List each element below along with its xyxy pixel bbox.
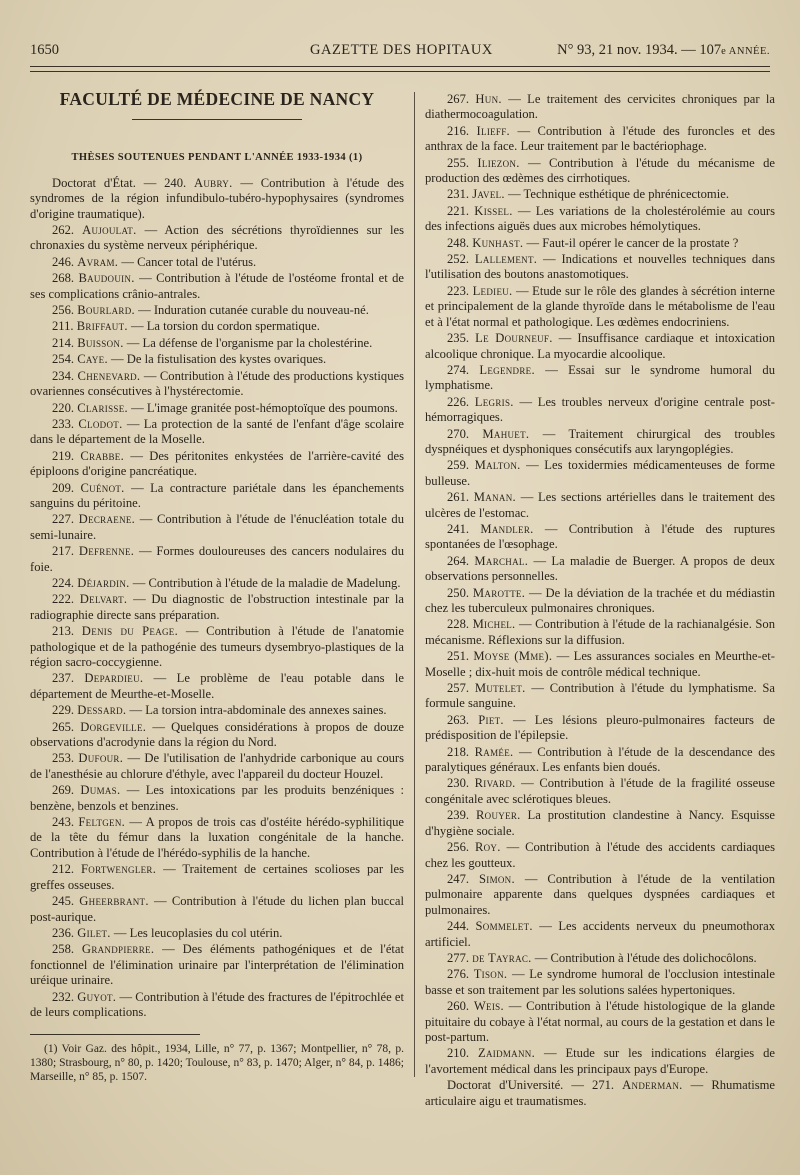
thesis-number: 261. — [447, 490, 474, 505]
thesis-entry — [425, 919, 775, 950]
thesis-entry — [425, 427, 775, 458]
thesis-title: La prostitution clandestine à Nancy. Esquisse d'hygiène sociale. — [425, 808, 776, 838]
thesis-author: Cuénot. — [80, 480, 125, 495]
thesis-entry — [425, 236, 775, 251]
thesis-entry — [30, 223, 404, 254]
thesis-title: — Le traitement des cervicites chroniques par la diathermocoagulation. — [425, 92, 776, 122]
thesis-entry — [30, 303, 404, 318]
thesis-author: Malton. — [474, 458, 521, 473]
thesis-entry — [425, 586, 775, 617]
thesis-title: — La protection de la santé de l'enfant d'âge scolaire dans le département de la Moselle. — [30, 416, 404, 447]
thesis-title: — Des éléments pathogéniques et de l'état fonctionnel de l'élimination urinaire par l'interprétation de l'élimination uréique urinaire. — [30, 942, 404, 988]
thesis-number: 228. — [447, 617, 473, 632]
thesis-title: — Quelques considérations à propos de douze observations d'acrodynie dans la région du Nord. — [30, 719, 404, 750]
thesis-entry — [425, 1046, 775, 1077]
thesis-number: 230. — [447, 776, 475, 791]
thesis-author: Rouyer. — [475, 808, 521, 823]
thesis-number: 253. — [52, 751, 79, 766]
thesis-title: — Contribution à l'étude de l'ostéome frontal et de ses complications crânio-antrales. — [30, 271, 404, 301]
thesis-author: Dumas. — [80, 783, 121, 798]
thesis-title: — Cancer total de l'utérus. — [118, 254, 257, 269]
thesis-title: — Contribution à l'étude de la maladie de Madelung. — [129, 575, 401, 590]
thesis-title: — La torsion du cordon spermatique. — [127, 319, 320, 334]
thesis-author: Bourlard. — [77, 303, 135, 318]
thesis-number: Doctorat d'État. — 240. — [52, 175, 194, 190]
thesis-author: Sommelet. — [475, 919, 533, 934]
running-header — [0, 42, 800, 64]
thesis-author: Marotte. — [472, 585, 526, 600]
thesis-entry — [425, 967, 775, 998]
thesis-title: — La contracture pariétale dans les épanchements sanguins du péritoine. — [30, 480, 404, 510]
thesis-number: 216. — [447, 123, 477, 138]
thesis-entry — [30, 592, 404, 623]
thesis-entry — [425, 522, 775, 553]
thesis-title: — La maladie de Buerger. A propos de deux observations personnelles. — [425, 553, 775, 584]
thesis-author: Buisson. — [77, 335, 124, 350]
thesis-number: 223. — [447, 283, 473, 298]
thesis-title: — Contribution à l'étude de la rachianalgésie. Son mécanisme. Réflexions sur la diffusion. — [425, 617, 775, 647]
thesis-author: Kunhast. — [472, 235, 524, 250]
thesis-title: — Les leucoplasies du col utérin. — [110, 925, 283, 940]
thesis-title: — Contribution à l'étude du lichen plan buccal post-aurique. — [30, 894, 404, 924]
thesis-author: Marchal. — [474, 553, 529, 568]
thesis-number: 258. — [52, 942, 82, 957]
thesis-entry — [425, 204, 775, 235]
thesis-title: — Les troubles nerveux d'origine centrale post-hémorragiques. — [425, 394, 775, 425]
thesis-title: — Contribution à l'étude du mécanisme de production des œdèmes des cirrhotiques. — [425, 155, 776, 186]
thesis-title: — Contribution à l'étude des accidents cardiaques chez les goutteux. — [425, 840, 775, 870]
thesis-author: Avram. — [77, 254, 119, 269]
thesis-number: 276. — [447, 967, 474, 982]
thesis-author: Javel. — [472, 187, 505, 202]
thesis-title: — Contribution à l'étude de l'énucléation totale du semi-lunaire. — [30, 512, 405, 542]
thesis-title: — Contribution à l'étude des dolichocôlons. — [531, 950, 757, 965]
thesis-entry — [30, 255, 404, 270]
thesis-number: 274. — [447, 362, 480, 377]
thesis-number: 246. — [52, 254, 78, 269]
thesis-number: 241. — [447, 521, 481, 536]
thesis-author: Aubry. — [193, 175, 233, 190]
thesis-author: Fortwengler. — [80, 862, 157, 877]
thesis-number: 243. — [52, 815, 79, 830]
thesis-number: 209. — [52, 480, 81, 495]
thesis-title: — Etude sur les indications élargies de l'avortement médical dans les principaux pays d'Europe. — [425, 1046, 775, 1076]
thesis-author: Le Dourneuf. — [475, 331, 553, 346]
thesis-title: — Contribution à l'étude des syndromes de la région infundibulo-tubéro-hypophysaires (syndromes d'origine traumatique). — [30, 175, 405, 221]
issue-info — [557, 42, 770, 59]
thesis-author: Zaidmann. — [477, 1046, 536, 1061]
thesis-entry — [425, 395, 775, 426]
page-number: 1650 — [30, 42, 59, 58]
thesis-number: 237. — [52, 671, 85, 686]
thesis-entry — [30, 369, 404, 400]
thesis-title: — De l'utilisation de l'anhydride carbonique au cours de l'anesthésie au chlorure d'éthyle, avec l'appareil du docteur Houzel. — [30, 751, 405, 781]
thesis-author: Dorgeville. — [80, 719, 147, 734]
thesis-author: Ramée. — [474, 744, 514, 759]
thesis-entry — [30, 271, 404, 302]
thesis-number: 270. — [447, 426, 483, 441]
thesis-title: — De la déviation de la trachée et du médiastin chez les tuberculeux pulmonaires chroniques. — [425, 585, 775, 615]
thesis-title: — Les intoxications par les produits benzéniques : benzène, benzols et benzines. — [30, 783, 404, 813]
thesis-entry — [30, 624, 404, 670]
thesis-title: — Essai sur le syndrome humoral du lymphatisme. — [425, 362, 775, 393]
thesis-number: 218. — [447, 744, 475, 759]
thesis-entry — [425, 124, 775, 155]
thesis-entry — [30, 544, 404, 575]
issue-number: N° 93, 21 nov. 1934. — 107 — [557, 42, 722, 58]
thesis-title: — Formes douloureuses des cancers nodulaires du foie. — [30, 544, 405, 574]
thesis-title: — A propos de trois cas d'ostéite hérédo-syphilitique de la tête du fémur dans la luxation congénitale de la hanche. Contribution à l'étude de l'hérédo-syphilis de la hanche. — [30, 815, 405, 860]
thesis-number: Doctorat d'Université. — 271. — [447, 1078, 623, 1093]
thesis-entry — [30, 176, 404, 222]
thesis-entry — [30, 336, 404, 351]
thesis-author: Mandler. — [480, 521, 534, 536]
thesis-title: — Les toxidermies médicamenteuses de forme bulleuse. — [425, 458, 775, 488]
thesis-number: 236. — [52, 925, 78, 940]
thesis-title: — Contribution à l'étude histologique de la glande pituitaire du cobaye à l'état normal, au cours de la gestation et dans le post-partum. — [425, 999, 775, 1044]
thesis-number: 256. — [52, 303, 78, 318]
thesis-number: 231. — [447, 187, 473, 202]
thesis-number: 232. — [52, 989, 78, 1004]
thesis-number: 212. — [52, 862, 81, 877]
thesis-author: Déjardin. — [77, 575, 130, 590]
thesis-author: Dufour. — [78, 751, 124, 766]
journal-title: GAZETTE DES HOPITAUX — [310, 42, 493, 58]
thesis-author: Grandpierre. — [81, 942, 155, 957]
footnote: (1) Voir Gaz. des hôpit., 1934, Lille, n° 77, p. 1367; Montpellier, n° 78, p. 1380; Strasbourg, n° 80, p. 1420; Toulouse, n° 83, p. 1470; Alger, n° 84, p. 1486; Marseille, n° 85, p. 1507. — [30, 1043, 404, 1083]
thesis-entry — [425, 156, 775, 187]
thesis-number: 267. — [447, 92, 476, 106]
thesis-title: — Action des sécrétions thyroïdiennes sur les chronaxies du système nerveux périphérique. — [30, 223, 405, 253]
thesis-author: Gilet. — [77, 925, 111, 940]
thesis-number: 257. — [447, 681, 475, 696]
thesis-title: — Contribution à l'étude de l'anatomie pathologique et de la pathogénie des tumeurs dysembryo-plastiques de la région sacro-coccygienne. — [30, 624, 405, 669]
thesis-number: 255. — [447, 155, 478, 170]
thesis-entry — [30, 942, 404, 988]
thesis-number: 245. — [52, 894, 80, 909]
thesis-author: Michel. — [472, 617, 516, 632]
thesis-number: 260. — [447, 999, 474, 1014]
thesis-author: Tison. — [473, 967, 508, 982]
thesis-title: — Faut-il opérer le cancer de la prostate ? — [523, 235, 739, 250]
thesis-title: — Traitement chirurgical des troubles dyspnéiques et dysphoniques consécutifs aux laryngoplégies. — [425, 426, 776, 456]
thesis-number: 224. — [52, 575, 78, 590]
left-column — [30, 89, 405, 1084]
thesis-number: 214. — [52, 335, 78, 350]
thesis-entry — [30, 990, 404, 1021]
thesis-author: Rivard. — [474, 776, 516, 791]
issue-suffix: e ANNÉE. — [721, 46, 770, 57]
thesis-entry — [425, 331, 775, 362]
thesis-entry — [425, 713, 775, 744]
column-divider — [414, 92, 415, 1077]
thesis-number: 259. — [447, 458, 475, 473]
thesis-number: 235. — [447, 331, 476, 346]
thesis-author: Legris. — [474, 394, 514, 409]
header-rule-thick — [30, 71, 770, 72]
thesis-author: Legendre. — [479, 362, 535, 377]
thesis-author: Guyot. — [77, 989, 117, 1004]
thesis-entry — [425, 840, 775, 871]
thesis-entry — [425, 1078, 775, 1109]
footnote-rule — [30, 1034, 200, 1035]
thesis-number: 210. — [447, 1046, 478, 1061]
thesis-title: — Contribution à l'étude de la ventilation pulmonaire apparente dans quelques dyspnées cardiaques et pulmonaires. — [425, 871, 775, 917]
thesis-entry — [30, 815, 404, 861]
thesis-entry — [425, 187, 775, 202]
thesis-author: Defrenne. — [78, 544, 135, 559]
thesis-author: Clarisse. — [77, 400, 128, 415]
thesis-entry — [30, 401, 404, 416]
thesis-entry — [30, 862, 404, 893]
thesis-author: Feltgen. — [78, 815, 126, 830]
thesis-number: 229. — [52, 703, 78, 718]
thesis-entry — [425, 363, 775, 394]
thesis-number: 256. — [447, 840, 475, 855]
thesis-author: Denis du Peage. — [81, 624, 179, 639]
thesis-entry — [30, 512, 404, 543]
thesis-number: 244. — [447, 919, 476, 934]
thesis-author: Roy. — [474, 840, 501, 855]
thesis-entry — [30, 671, 404, 702]
thesis-entry — [425, 649, 775, 680]
thesis-title: — Technique esthétique de phrénicectomie. — [504, 187, 729, 202]
thesis-entry — [30, 751, 404, 782]
thesis-entry — [30, 576, 404, 591]
thesis-number: 262. — [52, 223, 83, 238]
thesis-author: Simon. — [478, 871, 515, 886]
thesis-author: Caye. — [77, 352, 108, 367]
thesis-entry — [425, 252, 775, 283]
thesis-title: — Les assurances sociales en Meurthe-et-Moselle ; dix-huit mois de contrôle médical technique. — [425, 649, 775, 679]
thesis-entry — [30, 720, 404, 751]
thesis-title: — Contribution à l'étude des furoncles et des anthrax de la face. Leur traitement par le bactériophage. — [425, 123, 775, 154]
thesis-author: Manan. — [473, 490, 516, 505]
thesis-number: 213. — [52, 624, 82, 639]
thesis-number: 277. — [447, 950, 473, 965]
thesis-author: Moyse (Mme). — [473, 649, 553, 664]
thesis-number: 263. — [447, 712, 479, 727]
thesis-author: Dessard. — [77, 703, 127, 718]
thesis-entry — [425, 951, 775, 966]
thesis-entry — [425, 554, 775, 585]
thesis-author: Clodot. — [78, 416, 123, 431]
thesis-list-left — [30, 176, 404, 1021]
thesis-author: Baudouin. — [78, 271, 135, 286]
thesis-number: 269. — [52, 783, 81, 798]
thesis-author: Decraene. — [78, 512, 136, 527]
thesis-number: 226. — [447, 394, 475, 409]
thesis-entry — [425, 776, 775, 807]
title-rule — [132, 119, 302, 120]
thesis-author: Iliezon. — [477, 155, 520, 170]
thesis-author: Kissel. — [474, 203, 513, 218]
thesis-entry — [30, 449, 404, 480]
thesis-number: 248. — [447, 235, 473, 250]
section-title: FACULTÉ DE MÉDECINE DE NANCY — [59, 89, 375, 109]
thesis-number: 250. — [447, 585, 473, 600]
thesis-entry — [425, 745, 775, 776]
thesis-entry — [425, 999, 775, 1045]
thesis-entry — [425, 92, 775, 123]
thesis-title: — Le problème de l'eau potable dans le département de Meurthe-et-Moselle. — [30, 671, 405, 701]
thesis-entry — [30, 319, 404, 334]
thesis-entry — [30, 352, 404, 367]
thesis-title: — Du diagnostic de l'obstruction intestinale par la radiographie directe sans préparation. — [30, 592, 405, 622]
thesis-author: Lallement. — [474, 252, 538, 267]
thesis-number: 233. — [52, 416, 79, 431]
thesis-author: Briffaut. — [76, 319, 128, 334]
thesis-entry — [30, 417, 404, 448]
thesis-title: — Contribution à l'étude de la descendance des paralytiques généraux. Les enfants bien doués. — [425, 744, 776, 775]
thesis-author: Aujoulat. — [82, 223, 137, 238]
thesis-title: — De la fistulisation des kystes ovariques. — [107, 352, 327, 367]
thesis-number: 254. — [52, 352, 78, 367]
thesis-number: 219. — [52, 448, 81, 463]
thesis-number: 247. — [447, 871, 479, 886]
thesis-entry — [425, 808, 775, 839]
thesis-author: Gheerbrant. — [79, 894, 149, 909]
thesis-entry — [425, 681, 775, 712]
section-subtitle: THÈSES SOUTENUES PENDANT L'ANNÉE 1933-1934 (1) — [71, 152, 363, 164]
thesis-title: — Les sections artérielles dans le traitement des ulcères de l'estomac. — [425, 490, 775, 520]
thesis-author: Depardieu. — [84, 671, 144, 686]
thesis-number: 234. — [52, 368, 78, 383]
thesis-author: Muteleт. — [474, 681, 526, 696]
thesis-author: Ledieu. — [472, 283, 513, 298]
thesis-title: — Traitement de certaines scolioses par les greffes osseuses. — [30, 862, 404, 892]
thesis-title: — La défense de l'organisme par la cholestérine. — [123, 335, 373, 350]
thesis-entry — [425, 872, 775, 918]
thesis-entry — [425, 458, 775, 489]
thesis-title: — La torsion intra-abdominale des annexes saines. — [126, 703, 387, 718]
thesis-title: — Les variations de la cholestérolémie au cours des infections aiguës dues aux microbes hémolytiques. — [425, 203, 775, 234]
thesis-number: 265. — [52, 719, 81, 734]
header-rule-thin — [30, 66, 770, 67]
thesis-number: 220. — [52, 400, 78, 415]
thesis-author: Weis. — [473, 999, 504, 1014]
thesis-number: 252. — [447, 252, 475, 267]
thesis-title: — Contribution à l'étude des ruptures spontanées de l'œsophage. — [425, 521, 776, 552]
thesis-title: — Rhumatisme articulaire aigu et traumatismes. — [425, 1078, 775, 1108]
thesis-title: — Les lésions pleuro-pulmonaires facteurs de prédisposition de l'épilepsie. — [425, 712, 776, 743]
thesis-title: — Contribution à l'étude des productions kystiques ovariennes consécutives à l'hystérectomie. — [30, 368, 404, 399]
thesis-author: Crabbe. — [80, 448, 125, 463]
thesis-title: — Contribution à l'étude des fractures de l'épitrochlée et de leurs complications. — [30, 989, 404, 1019]
thesis-title: — Insuffisance cardiaque et intoxication alcoolique chronique. La myocardie alcoolique. — [425, 331, 776, 361]
thesis-title: — Les accidents nerveux du pneumothorax artificiel. — [425, 919, 776, 949]
thesis-author: Mahuet. — [482, 426, 530, 441]
thesis-author: Hun. — [475, 92, 502, 106]
thesis-author: Chenevard. — [77, 368, 141, 383]
thesis-number: 264. — [447, 553, 475, 568]
thesis-title: — Le syndrome humoral de l'occlusion intestinale basse et son traitement par les solutions salées hypertoniques. — [425, 967, 776, 997]
thesis-title: — L'image granitée post-hémoptoïque des poumons. — [127, 400, 398, 415]
thesis-number: 222. — [52, 592, 80, 607]
thesis-title: — Contribution à l'étude du lymphatisme. Sa formule sanguine. — [425, 681, 776, 711]
thesis-number: 221. — [447, 203, 475, 218]
thesis-author: Piet. — [478, 712, 504, 727]
thesis-number: 239. — [447, 808, 476, 823]
thesis-list-right — [425, 92, 775, 1109]
thesis-title: — Contribution à l'étude de la fragilité osseuse congénitale avec sclérotiques bleues. — [425, 776, 776, 806]
thesis-number: 268. — [52, 271, 79, 286]
thesis-number: 217. — [52, 544, 79, 559]
thesis-entry — [30, 894, 404, 925]
thesis-author: Anderman. — [622, 1078, 683, 1093]
thesis-entry — [425, 284, 775, 330]
thesis-title: — Indications et nouvelles techniques dans l'utilisation des boutons anastomotiques. — [425, 252, 776, 282]
thesis-author: Ilieff. — [476, 123, 510, 138]
thesis-author: Delvart. — [79, 592, 128, 607]
thesis-number: 251. — [447, 649, 474, 664]
thesis-entry — [425, 490, 775, 521]
thesis-author: de Tayrac. — [472, 950, 532, 965]
thesis-number: 227. — [52, 512, 79, 527]
thesis-title: — Etude sur le rôle des glandes à sécrétion interne et principalement de la glande thyroïde dans le métabolisme de l'eau et à l'état normal et pathologique. Les œdèmes endocriniens. — [425, 283, 776, 329]
thesis-title: — Induration cutanée curable du nouveau-né. — [134, 303, 369, 318]
thesis-entry — [30, 926, 404, 941]
thesis-entry — [30, 481, 404, 512]
thesis-entry — [425, 617, 775, 648]
thesis-entry — [30, 783, 404, 814]
thesis-entry — [30, 703, 404, 718]
thesis-number: 211. — [52, 319, 77, 334]
thesis-title: — Des péritonites enkystées de l'arrière-cavité des épiploons d'origine pancréatique. — [30, 448, 405, 479]
right-column — [425, 92, 775, 1110]
